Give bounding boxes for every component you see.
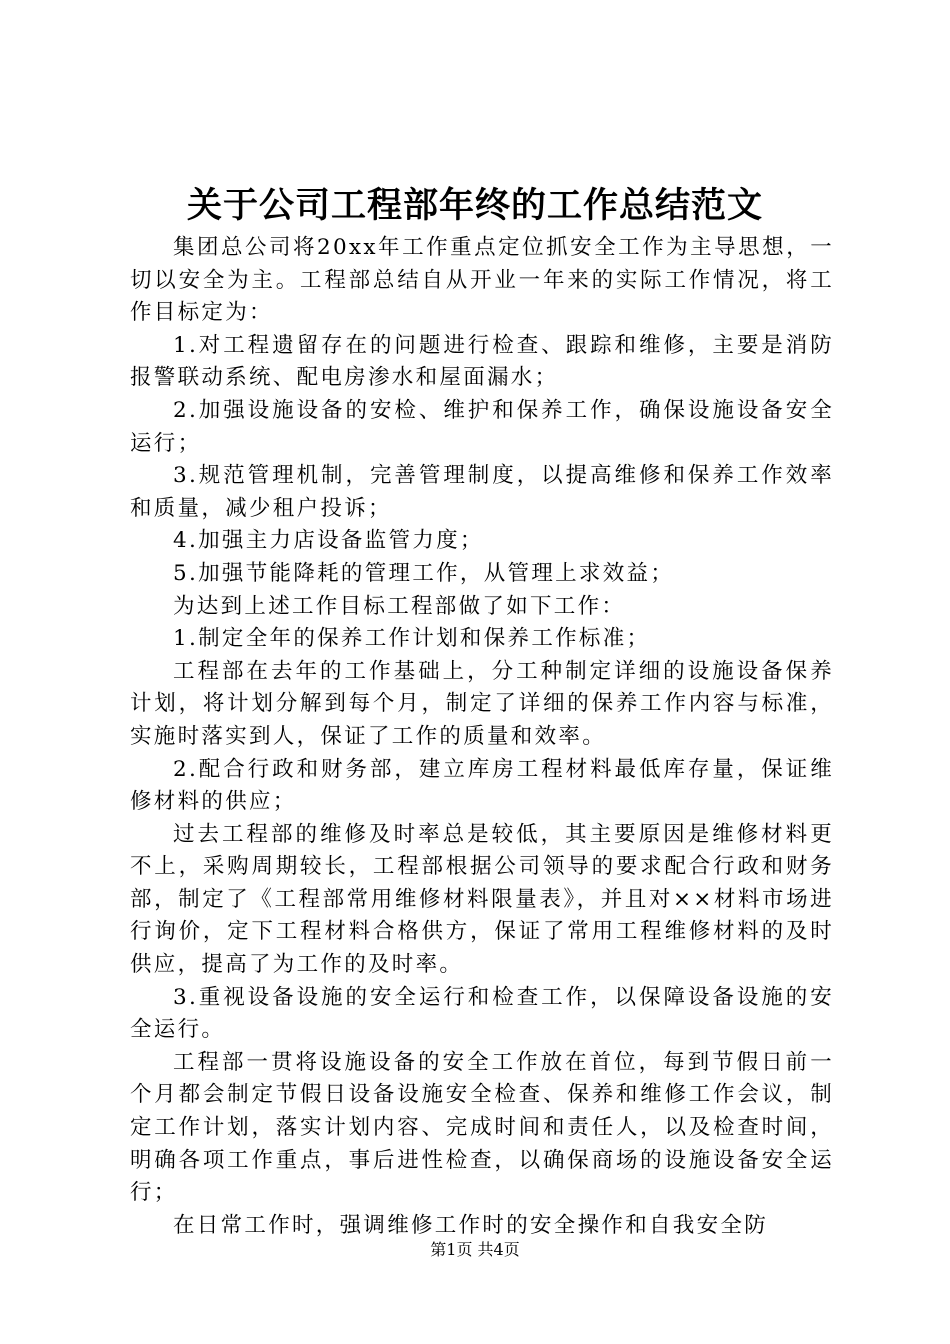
paragraph: 5.加强节能降耗的管理工作，从管理上求效益； — [173, 560, 675, 586]
paragraph: 过去工程部的维修及时率总是较低，其主要原因是维修材料更不上，采购周期较长，工程部根据公司领导的要求配合行政和财务部，制定了《工程部常用维修材料限量表》，并且对××材料市场进行询价，定下工程材料合格供方，保证了常用工程维修材料的及时供应，提高了为工作的及时率。 — [130, 821, 834, 978]
paragraph: 工程部一贯将设施设备的安全工作放在首位，每到节假日前一个月都会制定节假日设备设施安全检查、保养和维修工作会议，制定工作计划，落实计划内容、完成时间和责任人，以及检查时间，明确各项工作重点，事后进性检查，以确保商场的设施设备安全运行； — [130, 1049, 834, 1206]
paragraph: 4.加强主力店设备监管力度； — [173, 528, 484, 554]
document-title: 关于公司工程部年终的工作总结范文 — [186, 185, 763, 226]
paragraph: 集团总公司将20xx年工作重点定位抓安全工作为主导思想，一切以安全为主。工程部总结自从开业一年来的实际工作情况，将工作目标定为： — [130, 235, 834, 326]
paragraph: 1.对工程遗留存在的问题进行检查、跟踪和维修，主要是消防报警联动系统、配电房渗水和屋面漏水； — [130, 332, 834, 391]
paragraph: 3.规范管理机制，完善管理制度，以提高维修和保养工作效率和质量，减少租户投诉； — [130, 463, 834, 521]
page-footer: 第1页 共4页 — [430, 1240, 520, 1259]
paragraph: 在日常工作时，强调维修工作时的安全操作和自我安全防 — [173, 1212, 769, 1238]
paragraph: 工程部在去年的工作基础上，分工种制定详细的设施设备保养计划，将计划分解到每个月，制定了详细的保养工作内容与标准，实施时落实到人，保证了工作的质量和效率。 — [130, 658, 834, 749]
document-body — [130, 232, 834, 1242]
paragraph: 2.配合行政和财务部，建立库房工程材料最低库存量，保证维修材料的供应； — [130, 756, 834, 815]
paragraph: 为达到上述工作目标工程部做了如下工作： — [173, 593, 626, 619]
paragraph: 1.制定全年的保养工作计划和保养工作标准； — [173, 626, 651, 652]
paragraph: 3.重视设备设施的安全运行和检查工作，以保障设备设施的安全运行。 — [130, 984, 834, 1043]
paragraph: 2.加强设施设备的安检、维护和保养工作，确保设施设备安全运行； — [130, 397, 834, 456]
